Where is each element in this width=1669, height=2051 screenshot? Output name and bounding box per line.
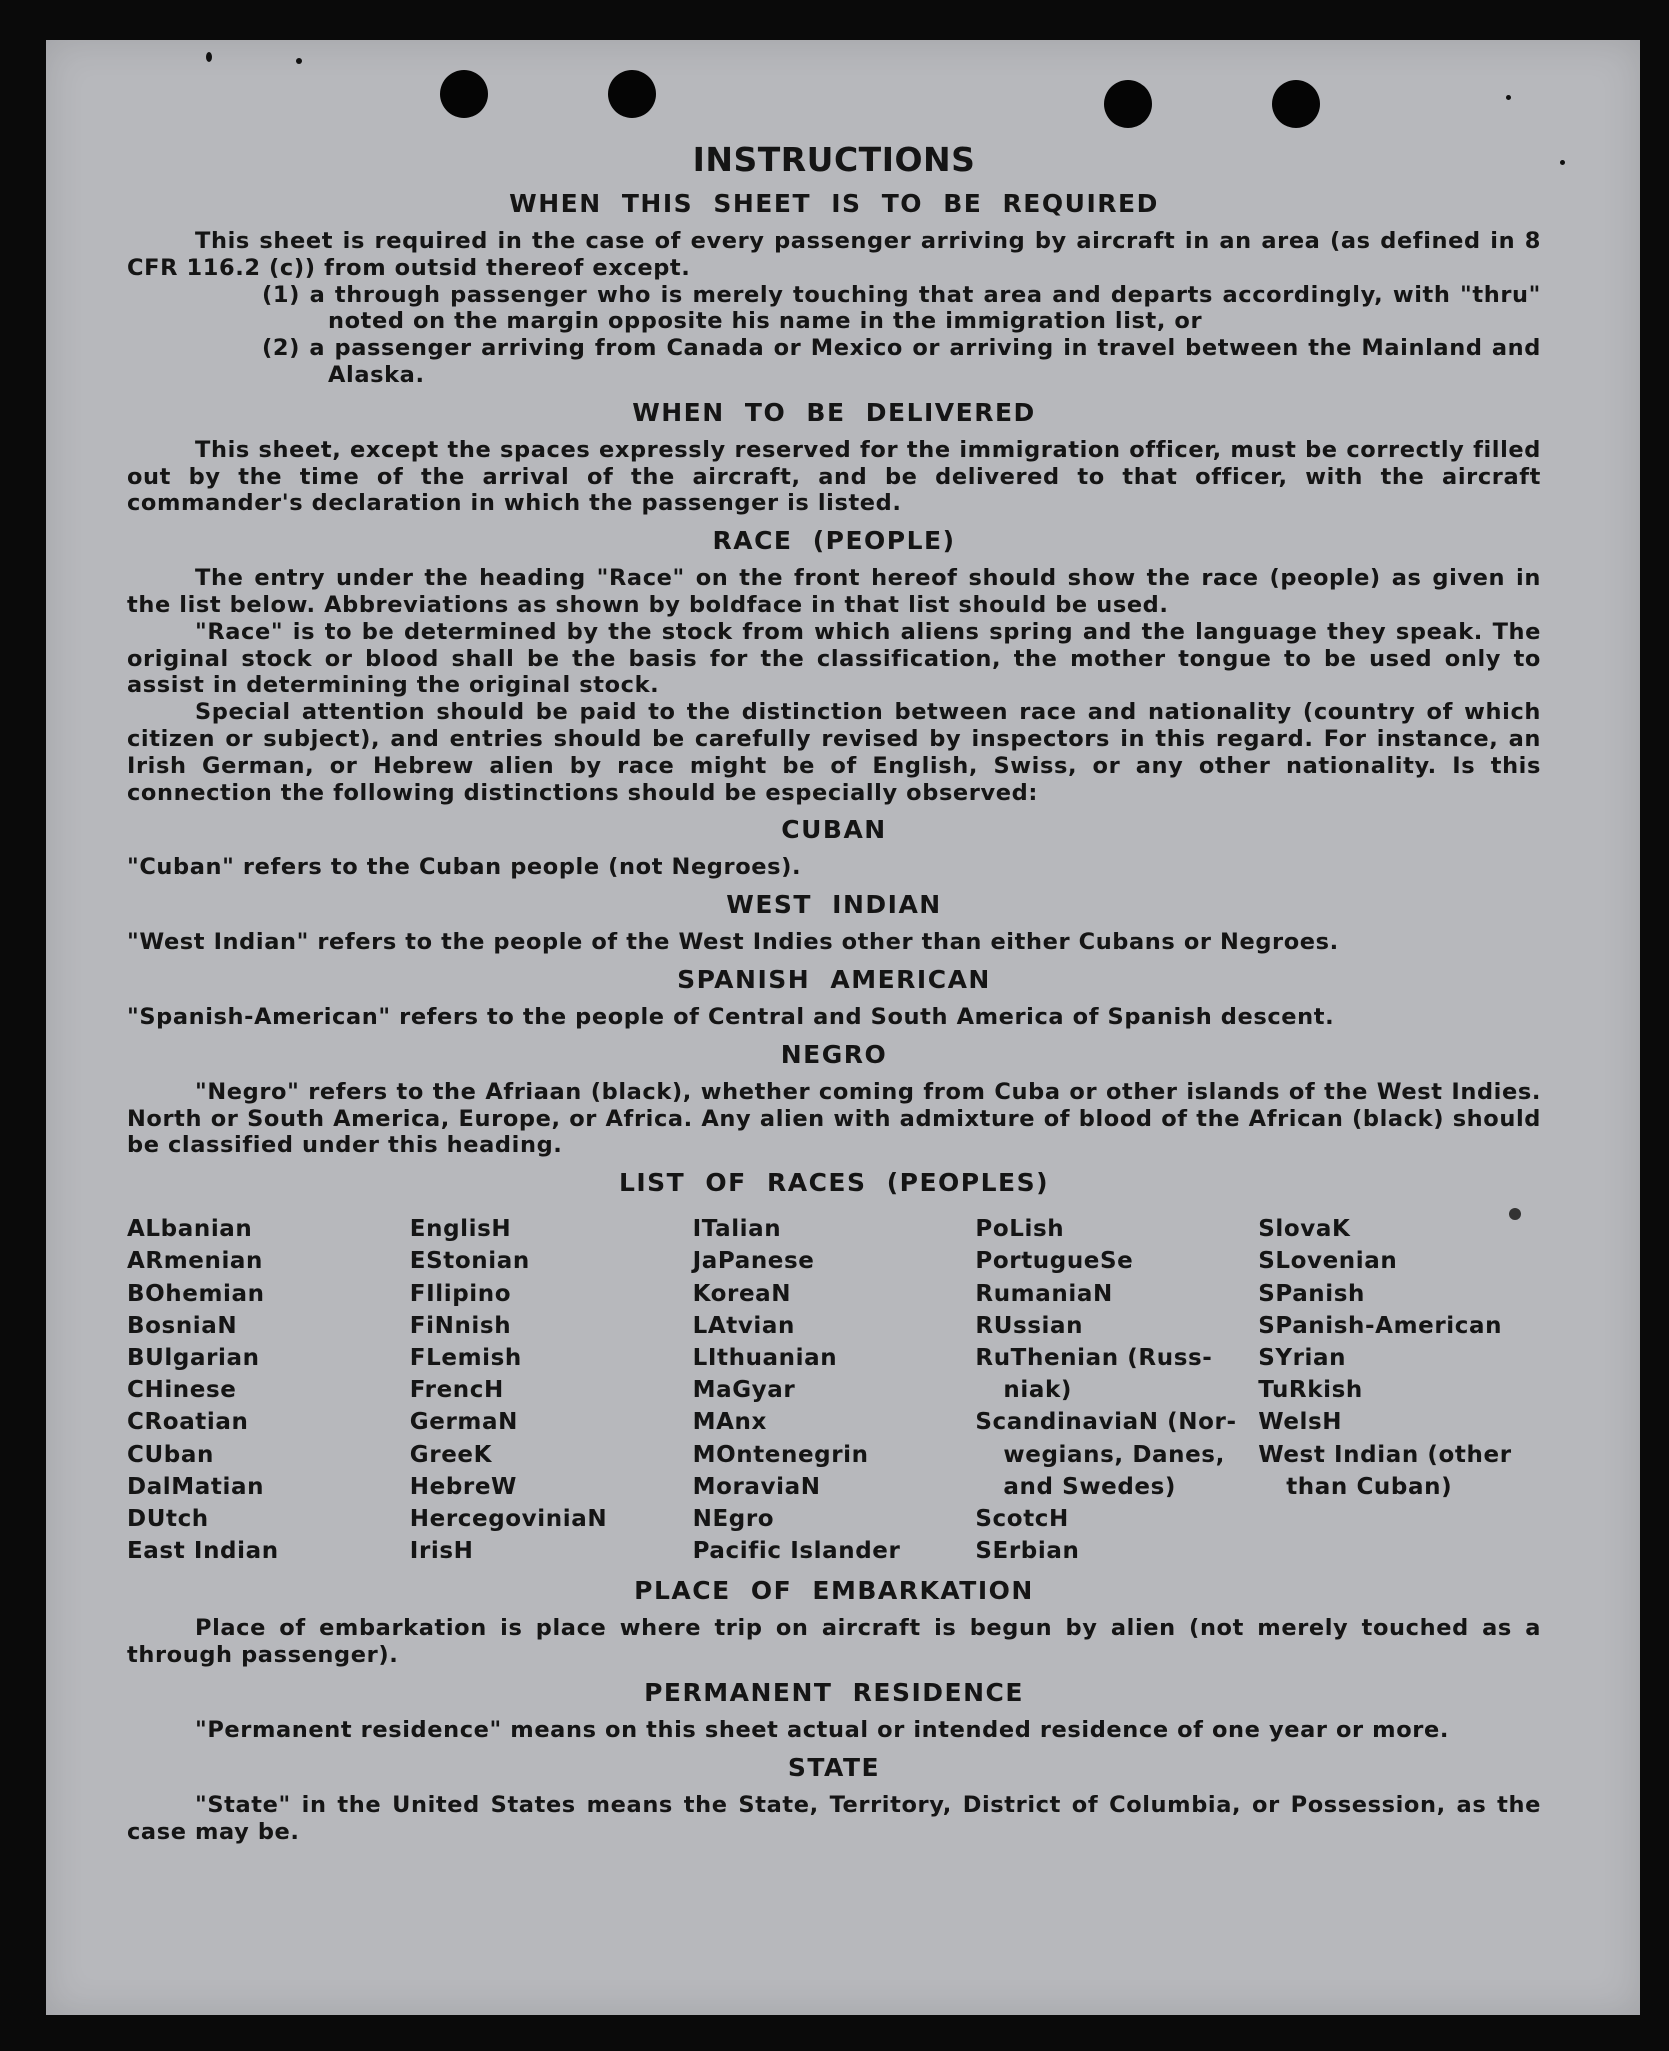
race-entry: FLemish [409,1344,522,1371]
section-text-permanent-residence: "Permanent residence" means on this sheet actual or intended residence of one year or more. [195,1716,1449,1743]
list-item: (1) a through passenger who is merely touching that area and departs accordingly, with "thru" noted on the margin opposite his name in the immigration list, or [262,281,1541,335]
race-entry: IrisH [409,1538,474,1565]
race-entry: PoLish [975,1216,1065,1243]
race-entry: SErbian [975,1538,1080,1565]
section-heading-spanish-american: SPANISH AMERICAN [677,964,991,994]
race-entry: HebreW [409,1473,518,1500]
section-heading-negro: NEGRO [780,1039,888,1069]
section-heading-required: WHEN THIS SHEET IS TO BE REQUIRED [509,189,1159,218]
section-heading-permanent-residence: PERMANENT RESIDENCE [644,1677,1024,1707]
page-title: INSTRUCTIONS [692,140,976,179]
race-entry: SlovaK [1258,1216,1351,1243]
section-heading-embarkation: PLACE OF EMBARKATION [634,1576,1034,1606]
punch-hole-2 [608,70,656,118]
ink-speck [1560,160,1565,165]
race-entry: TuRkish [1258,1377,1363,1404]
race-entry: RuThenian (Russ- [975,1344,1213,1371]
section-heading-state: STATE [787,1752,881,1782]
race-entry: ScandinaviaN (Nor- [975,1409,1237,1436]
section-text-west-indian: "West Indian" refers to the people of the West Indies other than either Cubans or Negroes. [127,929,1339,956]
race-entry: BOhemian [127,1280,265,1307]
race-entry: MOntenegrin [692,1441,869,1468]
race-entry: CUban [127,1441,214,1468]
race-entry: CHinese [127,1377,237,1404]
race-entry: DalMatian [127,1473,265,1500]
race-column-4 [975,1213,1258,1567]
punch-hole-1 [440,70,488,118]
race-paragraph: "Race" is to be determined by the stock from which aliens spring and the language they speak. The original stock or blood shall be the basis for the classification, the mother tongue to be used only to assist in determining the original stock. [127,618,1541,699]
list-item: (2) a passenger arriving from Canada or Mexico or arriving in travel between the Mainland and Alaska. [262,335,1541,388]
race-entry: LAtvian [692,1312,796,1339]
race-entry: EStonian [409,1248,530,1275]
race-entry-continued: niak) [1003,1377,1072,1404]
section-text-delivered: This sheet, except the spaces expressly reserved for the immigration officer, must be correctly filled out by the time of the arrival of the aircraft, and be delivered to that officer, with the aircraft commander's declaration in which the passenger is listed. [127,436,1541,517]
section-text-spanish-american: "Spanish-American" refers to the people of Central and South America of Spanish descent. [127,1003,1335,1030]
race-list [127,1213,1541,1567]
race-entry-continued: than Cuban) [1286,1473,1453,1500]
section-text-embarkation: Place of embarkation is place where trip on aircraft is begun by alien (not merely touched as a through passenger). [127,1615,1541,1669]
race-column-2 [410,1213,693,1567]
race-entry: SYrian [1258,1344,1347,1371]
race-entry: MaGyar [692,1377,796,1404]
race-entry: ITalian [692,1216,782,1243]
race-entry: ScotcH [975,1505,1069,1532]
race-entry: GreeK [409,1441,493,1468]
race-column-1 [127,1213,410,1567]
ink-speck [206,52,212,62]
section-heading-race: RACE (PEOPLE) [712,526,956,556]
race-entry: SPanish-American [1258,1312,1503,1339]
race-entry: West Indian (other [1258,1441,1512,1468]
section-text-cuban: "Cuban" refers to the Cuban people (not Negroes). [127,854,802,881]
race-entry: MoraviaN [692,1473,821,1500]
section-heading-delivered: WHEN TO BE DELIVERED [632,397,1036,427]
race-entry: DUtch [127,1505,209,1532]
race-entry: ALbanian [127,1216,253,1243]
race-entry: East Indian [127,1538,279,1565]
race-entry: LIthuanian [692,1344,838,1371]
race-entry: HercegoviniaN [409,1505,608,1532]
section-text-required: This sheet is required in the case of every passenger arriving by aircraft in an area (as defined in 8 CFR 116.2 (c)) from outsid thereof except. [127,228,1541,281]
race-entry: RUssian [975,1312,1084,1339]
race-entry: KoreaN [692,1280,792,1307]
race-column-5 [1258,1213,1541,1567]
punch-hole-3 [1104,80,1152,128]
race-entry: NEgro [692,1505,775,1532]
race-entry: SLovenian [1258,1248,1398,1275]
race-entry: Pacific Islander [692,1538,901,1565]
section-heading-cuban: CUBAN [781,815,887,845]
race-paragraph: The entry under the heading "Race" on the front hereof should show the race (people) as given in the list below. Abbreviations as shown by boldface in that list should be used. [127,565,1541,618]
race-entry: BosniaN [127,1312,238,1339]
section-text-negro: "Negro" refers to the Afriaan (black), whether coming from Cuba or other islands of the West Indies. North or South America, Europe, or Africa. Any alien with admixture of blood of the African (black) should be classified under this heading. [127,1078,1541,1159]
race-entry: GermaN [409,1409,518,1436]
race-column-3 [693,1213,976,1567]
race-paragraph: Special attention should be paid to the distinction between race and nationality (country of which citizen or subject), and entries should be carefully revised by inspectors in this regard. For instance, an Irish German, or Hebrew alien by race might be of English, Swiss, or any other nationality. Is this connection the following distinctions should be especially observed: [127,699,1541,806]
race-entry: FrencH [409,1377,504,1404]
section-heading-west-indian: WEST INDIAN [726,890,942,920]
race-entry: JaPanese [692,1248,815,1275]
punch-hole-4 [1272,80,1320,128]
race-entry-continued: and Swedes) [1003,1473,1177,1500]
race-entry-continued: wegians, Danes, [1003,1441,1225,1468]
section-text-state: "State" in the United States means the State, Territory, District of Columbia, or Possession, as the case may be. [127,1791,1541,1845]
race-entry: FIlipino [409,1280,512,1307]
section-heading-list-of-races: LIST OF RACES (PEOPLES) [618,1168,1050,1198]
race-entry: RumaniaN [975,1280,1113,1307]
race-entry: PortugueSe [975,1248,1134,1275]
race-entry: EnglisH [409,1216,512,1243]
ink-speck [1506,95,1511,100]
ink-speck [296,58,302,64]
race-entry: ARmenian [127,1248,264,1275]
race-entry: WelsH [1258,1409,1343,1436]
race-entry: CRoatian [127,1409,249,1436]
instructions-content [127,140,1541,1845]
race-entry: FiNnish [409,1312,512,1339]
race-entry: SPanish [1258,1280,1366,1307]
race-entry: MAnx [692,1409,767,1436]
race-entry: BUlgarian [127,1344,260,1371]
